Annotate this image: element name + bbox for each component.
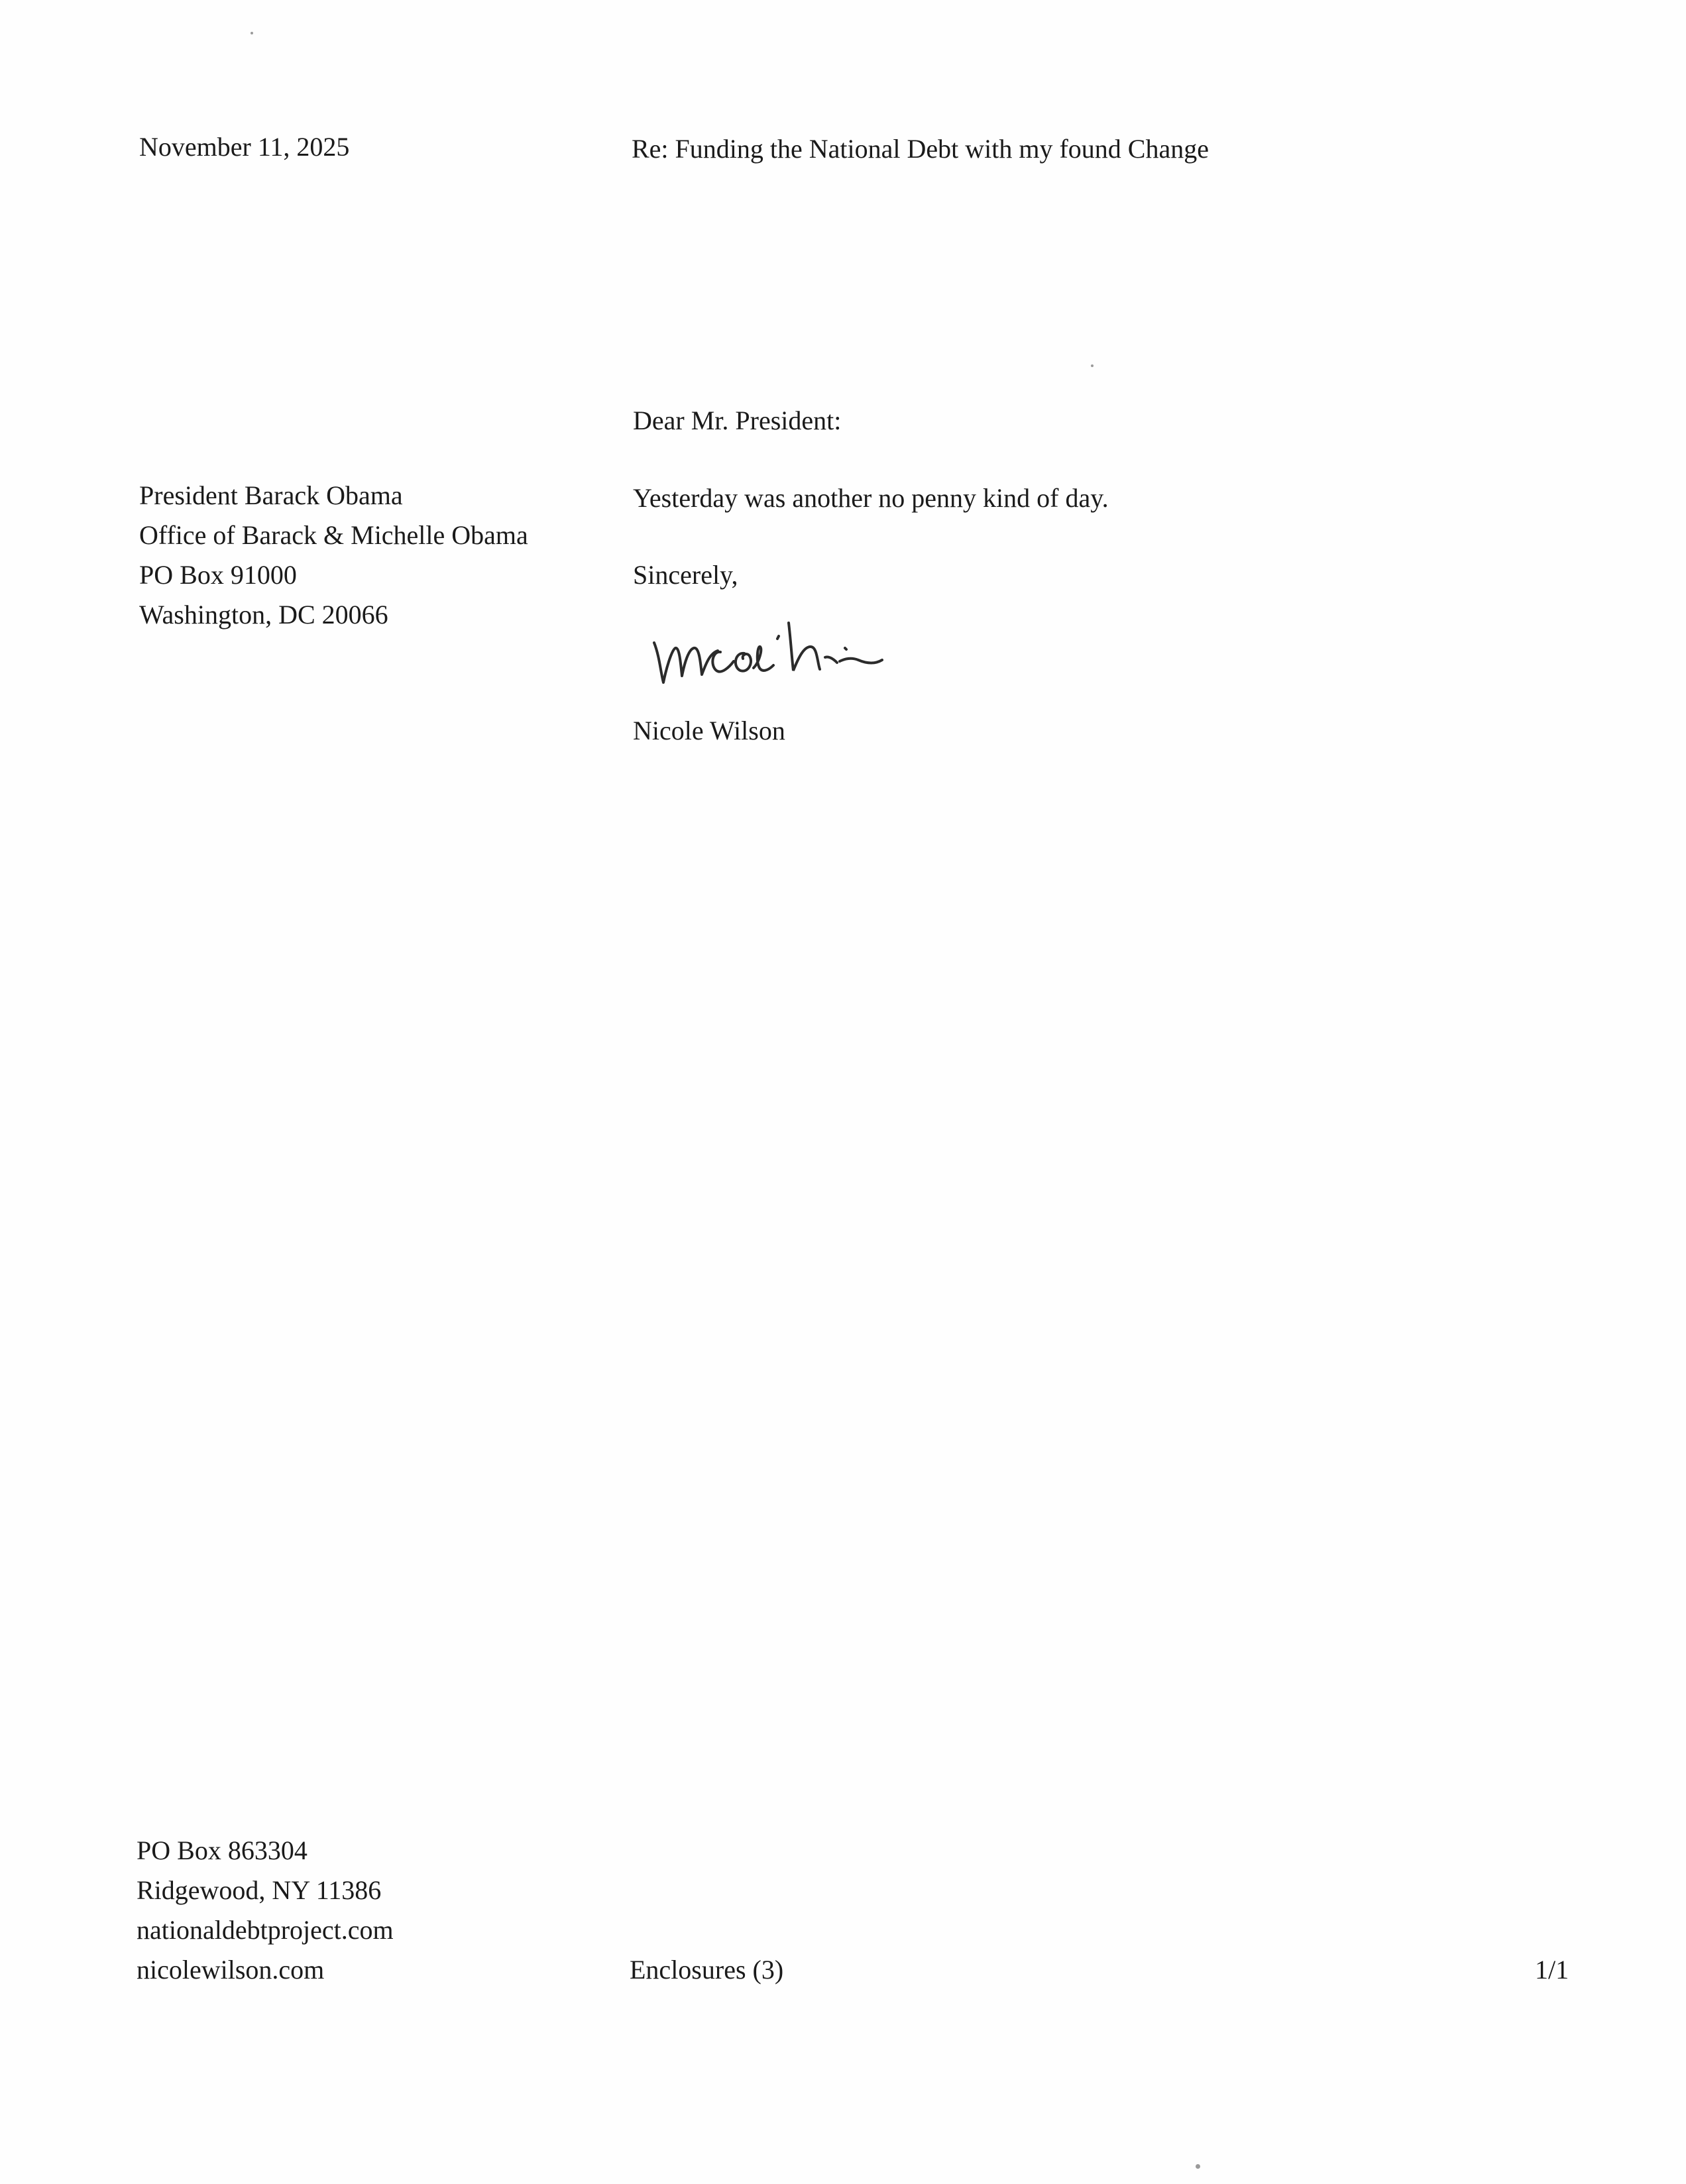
recipient-po-box: PO Box 91000 bbox=[139, 560, 297, 590]
page-number: 1/1 bbox=[1535, 1955, 1569, 1985]
recipient-address bbox=[139, 476, 528, 635]
sender-address bbox=[137, 1831, 394, 1990]
sender-po-box: PO Box 863304 bbox=[137, 1835, 308, 1865]
salutation: Dear Mr. President: bbox=[633, 406, 842, 435]
handwritten-signature bbox=[646, 610, 978, 696]
recipient-name: President Barack Obama bbox=[139, 480, 403, 510]
letter-body: Yesterday was another no penny kind of day. bbox=[633, 483, 1109, 513]
scan-speck bbox=[1196, 2164, 1200, 2169]
scan-speck bbox=[251, 32, 253, 34]
closing: Sincerely, bbox=[633, 560, 738, 590]
sender-website-link: nationaldebtproject.com bbox=[137, 1915, 394, 1945]
recipient-office: Office of Barack & Michelle Obama bbox=[139, 520, 528, 550]
sender-city: Ridgewood, NY 11386 bbox=[137, 1875, 382, 1905]
enclosures-note: Enclosures (3) bbox=[630, 1955, 784, 1985]
recipient-city: Washington, DC 20066 bbox=[139, 600, 388, 629]
sender-personal-website-link: nicolewilson.com bbox=[137, 1955, 325, 1985]
letter-date: November 11, 2025 bbox=[139, 132, 350, 162]
letter-subject: Re: Funding the National Debt with my found Change bbox=[632, 134, 1209, 164]
scan-speck bbox=[1091, 364, 1094, 367]
signer-name: Nicole Wilson bbox=[633, 716, 785, 745]
